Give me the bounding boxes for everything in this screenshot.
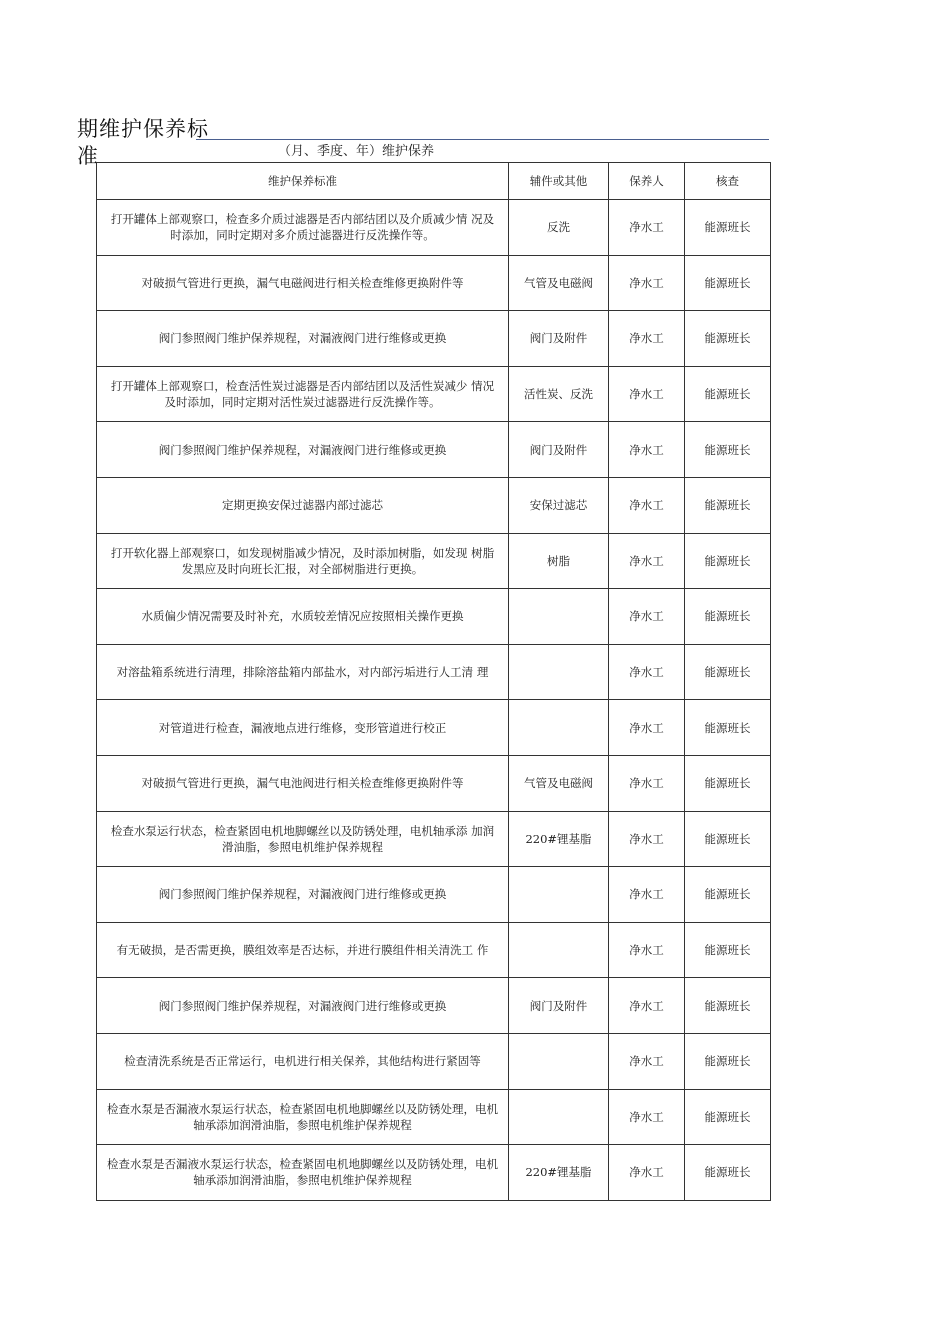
parts-cell: [509, 589, 609, 645]
check-cell: 能源班长: [685, 755, 771, 811]
person-cell: 净水工: [609, 700, 685, 756]
person-cell: 净水工: [609, 311, 685, 367]
person-cell: 净水工: [609, 255, 685, 311]
person-cell: 净水工: [609, 922, 685, 978]
header-check: 核查: [685, 163, 771, 200]
parts-cell: 气管及电磁阀: [509, 255, 609, 311]
check-cell: 能源班长: [685, 200, 771, 256]
parts-cell: 阀门及附件: [509, 422, 609, 478]
standard-cell: 检查清洗系统是否正常运行，电机进行相关保养，其他结构进行紧固等: [97, 1033, 509, 1089]
standard-cell: 定期更换安保过滤器内部过滤芯: [97, 477, 509, 533]
standard-cell: 对破损气管进行更换，漏气电磁阀进行相关检查维修更换附件等: [97, 255, 509, 311]
person-cell: 净水工: [609, 200, 685, 256]
parts-cell: [509, 1033, 609, 1089]
check-cell: 能源班长: [685, 533, 771, 589]
standard-cell: 水质偏少情况需要及时补充，水质较差情况应按照相关操作更换: [97, 589, 509, 645]
check-cell: 能源班长: [685, 311, 771, 367]
table-row: [97, 1033, 771, 1089]
title-underline: [196, 139, 769, 140]
check-cell: 能源班长: [685, 811, 771, 867]
check-cell: 能源班长: [685, 922, 771, 978]
person-cell: 净水工: [609, 644, 685, 700]
header-parts: 辅件或其他: [509, 163, 609, 200]
table-row: [97, 978, 771, 1034]
check-cell: 能源班长: [685, 700, 771, 756]
parts-cell: 树脂: [509, 533, 609, 589]
check-cell: 能源班长: [685, 644, 771, 700]
standard-cell: 阀门参照阀门维护保养规程，对漏液阀门进行维修或更换: [97, 978, 509, 1034]
check-cell: 能源班长: [685, 1033, 771, 1089]
table-row: [97, 867, 771, 923]
standard-cell: 打开罐体上部观察口，检查活性炭过滤器是否内部结团以及活性炭减少 情况及时添加，同时定期对活性炭过滤器进行反洗操作等。: [97, 366, 509, 422]
check-cell: 能源班长: [685, 867, 771, 923]
header-person: 保养人: [609, 163, 685, 200]
standard-cell: 打开罐体上部观察口，检查多介质过滤器是否内部结团以及介质减少情 况及时添加，同时定期对多介质过滤器进行反洗操作等。: [97, 200, 509, 256]
parts-cell: [509, 1089, 609, 1145]
maintenance-standard-table: [96, 162, 771, 1201]
person-cell: 净水工: [609, 477, 685, 533]
standard-cell: 有无破损，是否需更换，膜组效率是否达标，并进行膜组件相关清洗工 作: [97, 922, 509, 978]
check-cell: 能源班长: [685, 366, 771, 422]
parts-cell: [509, 867, 609, 923]
table-row: [97, 477, 771, 533]
parts-cell: 220#锂基脂: [509, 811, 609, 867]
table-row: [97, 311, 771, 367]
table-row: [97, 422, 771, 478]
table-row: [97, 255, 771, 311]
parts-cell: [509, 922, 609, 978]
check-cell: 能源班长: [685, 477, 771, 533]
table-row: [97, 1089, 771, 1145]
table-row: [97, 755, 771, 811]
standard-cell: 检查水泵运行状态，检查紧固电机地脚螺丝以及防锈处理，电机轴承添 加润滑油脂，参照电机维护保养规程: [97, 811, 509, 867]
standard-cell: 阀门参照阀门维护保养规程，对漏液阀门进行维修或更换: [97, 422, 509, 478]
table-header-row: [97, 163, 771, 200]
table-row: [97, 700, 771, 756]
standard-cell: 对溶盐箱系统进行清理，排除溶盐箱内部盐水，对内部污垢进行人工清 理: [97, 644, 509, 700]
standard-cell: 对破损气管进行更换，漏气电池阀进行相关检查维修更换附件等: [97, 755, 509, 811]
person-cell: 净水工: [609, 533, 685, 589]
parts-cell: [509, 644, 609, 700]
check-cell: 能源班长: [685, 1089, 771, 1145]
document-title: 期维护保养标准: [77, 117, 209, 168]
parts-cell: 活性炭、反洗: [509, 366, 609, 422]
person-cell: 净水工: [609, 867, 685, 923]
parts-cell: 气管及电磁阀: [509, 755, 609, 811]
parts-cell: 阀门及附件: [509, 978, 609, 1034]
person-cell: 净水工: [609, 1145, 685, 1201]
parts-cell: 阀门及附件: [509, 311, 609, 367]
person-cell: 净水工: [609, 422, 685, 478]
parts-cell: 安保过滤芯: [509, 477, 609, 533]
table-row: [97, 1145, 771, 1201]
standard-cell: 阀门参照阀门维护保养规程，对漏液阀门进行维修或更换: [97, 867, 509, 923]
check-cell: 能源班长: [685, 255, 771, 311]
person-cell: 净水工: [609, 755, 685, 811]
check-cell: 能源班长: [685, 589, 771, 645]
header-standard: 维护保养标准: [97, 163, 509, 200]
standard-cell: 检查水泵是否漏液水泵运行状态，检查紧固电机地脚螺丝以及防锈处理，电机轴承添加润滑油脂，参照电机维护保养规程: [97, 1089, 509, 1145]
person-cell: 净水工: [609, 366, 685, 422]
person-cell: 净水工: [609, 589, 685, 645]
table-row: [97, 644, 771, 700]
check-cell: 能源班长: [685, 1145, 771, 1201]
person-cell: 净水工: [609, 978, 685, 1034]
table-row: [97, 811, 771, 867]
table-row: [97, 589, 771, 645]
parts-cell: [509, 700, 609, 756]
check-cell: 能源班长: [685, 978, 771, 1034]
parts-cell: 反洗: [509, 200, 609, 256]
standard-cell: 阀门参照阀门维护保养规程，对漏液阀门进行维修或更换: [97, 311, 509, 367]
table-row: [97, 922, 771, 978]
standard-cell: 检查水泵是否漏液水泵运行状态，检查紧固电机地脚螺丝以及防锈处理，电机轴承添加润滑油脂，参照电机维护保养规程: [97, 1145, 509, 1201]
check-cell: 能源班长: [685, 422, 771, 478]
table-row: [97, 200, 771, 256]
standard-cell: 对管道进行检查，漏液地点进行维修，变形管道进行校正: [97, 700, 509, 756]
table-row: [97, 366, 771, 422]
document-subtitle: （月、季度、年）维护保养: [278, 144, 435, 159]
table-row: [97, 533, 771, 589]
person-cell: 净水工: [609, 811, 685, 867]
person-cell: 净水工: [609, 1089, 685, 1145]
standard-cell: 打开软化器上部观察口，如发现树脂减少情况，及时添加树脂，如发现 树脂发黑应及时向班长汇报，对全部树脂进行更换。: [97, 533, 509, 589]
person-cell: 净水工: [609, 1033, 685, 1089]
parts-cell: 220#锂基脂: [509, 1145, 609, 1201]
